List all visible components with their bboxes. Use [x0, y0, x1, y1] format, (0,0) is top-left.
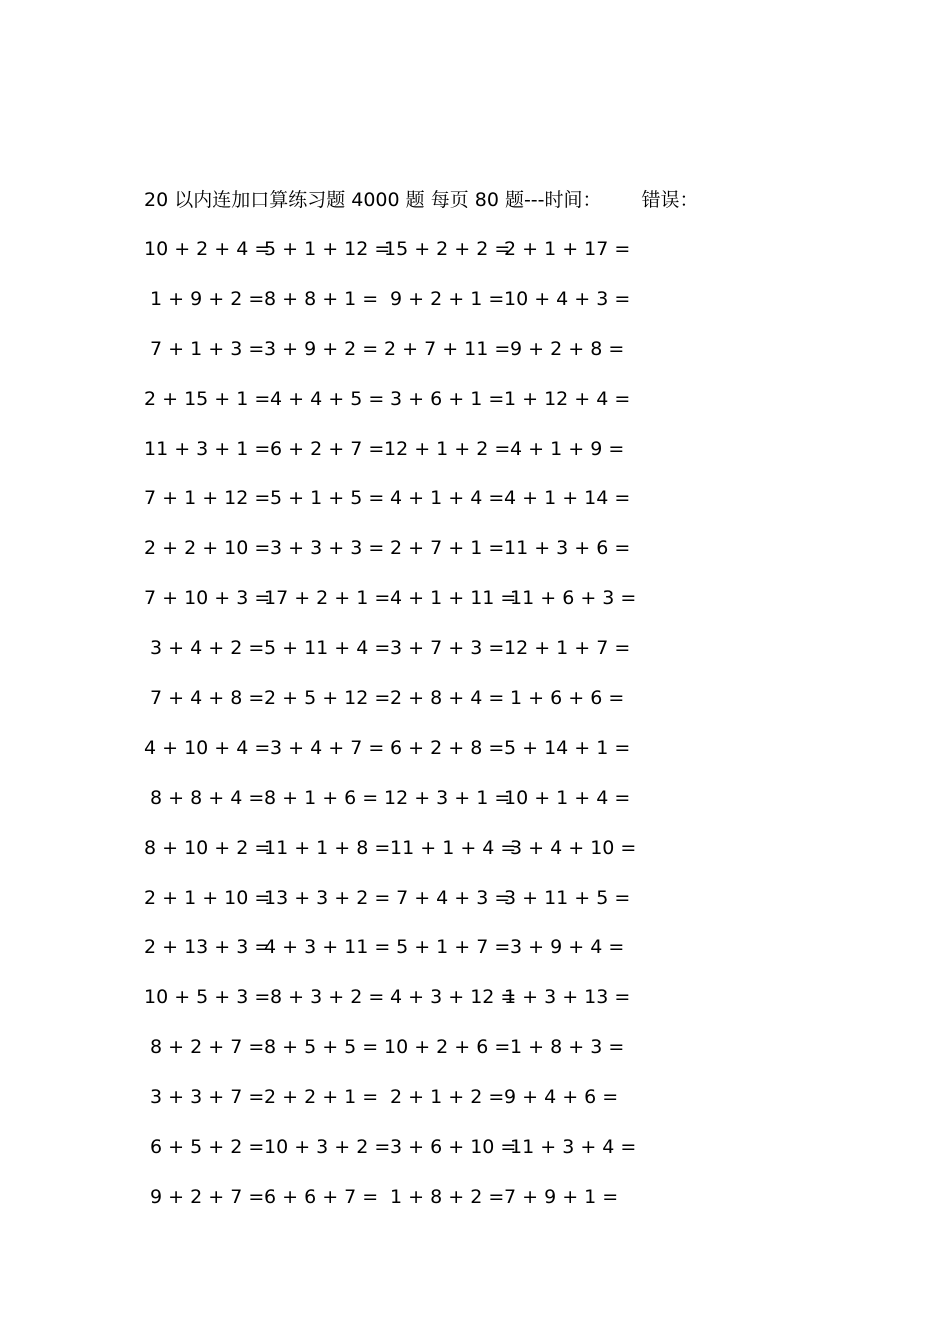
problem-item: 3 + 6 + 1 = — [384, 387, 505, 410]
problem-row — [144, 885, 664, 935]
problem-item: 8 + 8 + 4 = — [144, 786, 265, 809]
problem-row — [144, 336, 664, 386]
problem-item: 13 + 3 + 2 = — [264, 886, 391, 909]
problem-item: 11 + 3 + 6 = — [504, 537, 631, 560]
problem-row — [144, 934, 664, 984]
problem-row — [144, 1134, 664, 1184]
problem-item: 2 + 2 + 1 = — [264, 1086, 379, 1109]
problem-row — [144, 685, 664, 735]
problem-item: 12 + 1 + 7 = — [504, 637, 631, 660]
problem-item: 8 + 3 + 2 = — [264, 986, 385, 1009]
problem-item: 1 + 6 + 6 = — [504, 687, 625, 710]
problem-row — [144, 785, 664, 835]
problem-item: 7 + 1 + 3 = — [144, 337, 265, 360]
problem-item: 1 + 8 + 3 = — [504, 1036, 625, 1059]
problem-item: 10 + 3 + 2 = — [264, 1136, 391, 1159]
problem-item: 15 + 2 + 2 = — [384, 238, 511, 260]
problem-row — [144, 585, 664, 635]
problem-item: 1 + 8 + 2 = — [384, 1185, 505, 1208]
problem-item: 6 + 2 + 8 = — [384, 736, 505, 759]
problem-item: 7 + 1 + 12 = — [144, 487, 271, 510]
problem-item: 7 + 10 + 3 = — [144, 587, 271, 610]
problem-item: 10 + 2 + 6 = — [384, 1036, 511, 1059]
problem-item: 12 + 3 + 1 = — [384, 786, 511, 809]
problem-item: 3 + 11 + 5 = — [504, 886, 631, 909]
problem-row — [144, 735, 664, 785]
errors-label: 错误： — [641, 189, 699, 211]
problem-item: 10 + 4 + 3 = — [504, 287, 631, 310]
problem-item: 5 + 1 + 5 = — [264, 487, 385, 510]
problem-item: 2 + 15 + 1 = — [144, 387, 271, 410]
problem-item: 3 + 7 + 3 = — [384, 637, 505, 660]
problem-item: 2 + 13 + 3 = — [144, 936, 271, 959]
problem-item: 8 + 10 + 2 = — [144, 836, 271, 859]
problem-item: 6 + 5 + 2 = — [144, 1136, 265, 1159]
problem-item: 5 + 1 + 12 = — [264, 238, 391, 260]
problem-item: 3 + 4 + 10 = — [504, 836, 637, 859]
problem-item: 3 + 6 + 10 = — [384, 1136, 517, 1159]
problem-item: 1 + 12 + 4 = — [504, 387, 631, 410]
problem-item: 4 + 1 + 4 = — [384, 487, 505, 510]
problem-item: 3 + 4 + 7 = — [264, 736, 385, 759]
problem-item: 10 + 5 + 3 = — [144, 986, 271, 1009]
problem-item: 10 + 1 + 4 = — [504, 786, 631, 809]
problem-row — [144, 386, 664, 436]
problem-item: 8 + 8 + 1 = — [264, 287, 379, 310]
problem-row — [144, 1084, 664, 1134]
problem-item: 1 + 9 + 2 = — [144, 287, 265, 310]
problem-item: 2 + 5 + 12 = — [264, 687, 391, 710]
problem-row — [144, 1034, 664, 1084]
problem-item: 11 + 6 + 3 = — [504, 587, 637, 610]
problem-item: 4 + 1 + 14 = — [504, 487, 631, 510]
problem-item: 4 + 1 + 9 = — [504, 437, 625, 460]
problem-row — [144, 635, 664, 685]
problem-item: 3 + 9 + 2 = — [264, 337, 379, 360]
problem-item: 8 + 1 + 6 = — [264, 786, 379, 809]
problem-row — [144, 236, 664, 286]
problem-row — [144, 535, 664, 585]
problem-item: 11 + 3 + 1 = — [144, 437, 271, 460]
problem-item: 4 + 1 + 11 = — [384, 587, 517, 610]
problem-item: 7 + 4 + 8 = — [144, 687, 265, 710]
problem-row — [144, 286, 664, 336]
worksheet-title: 20 以内连加口算练习题 4000 题 每页 80 题---时间： — [144, 189, 602, 211]
problem-item: 9 + 2 + 8 = — [504, 337, 625, 360]
problem-item: 11 + 3 + 4 = — [504, 1136, 637, 1159]
problem-item: 2 + 1 + 2 = — [384, 1086, 505, 1109]
problem-item: 9 + 2 + 7 = — [144, 1185, 265, 1208]
problem-item: 2 + 2 + 10 = — [144, 537, 271, 560]
problem-item: 4 + 10 + 4 = — [144, 736, 271, 759]
problem-row — [144, 1184, 664, 1234]
problem-item: 3 + 9 + 4 = — [504, 936, 625, 959]
problem-item: 3 + 3 + 3 = — [264, 537, 385, 560]
problem-item: 6 + 6 + 7 = — [264, 1185, 379, 1208]
problem-row — [144, 436, 664, 486]
problem-item: 5 + 14 + 1 = — [504, 736, 631, 759]
problem-row — [144, 984, 664, 1034]
problem-item: 6 + 2 + 7 = — [264, 437, 385, 460]
problem-item: 5 + 11 + 4 = — [264, 637, 391, 660]
problem-item: 2 + 1 + 10 = — [144, 886, 271, 909]
worksheet-title-line — [144, 186, 699, 214]
problem-item: 3 + 3 + 7 = — [144, 1086, 265, 1109]
problem-item: 11 + 1 + 8 = — [264, 836, 391, 859]
problem-item: 9 + 4 + 6 = — [504, 1086, 619, 1109]
problem-item: 4 + 3 + 12 = — [384, 986, 517, 1009]
problem-item: 3 + 4 + 2 = — [144, 637, 265, 660]
problem-item: 7 + 4 + 3 = — [384, 886, 511, 909]
problem-item: 8 + 2 + 7 = — [144, 1036, 265, 1059]
problem-row — [144, 485, 664, 535]
problem-item: 2 + 8 + 4 = — [384, 687, 505, 710]
problem-item: 8 + 5 + 5 = — [264, 1036, 379, 1059]
problem-item: 1 + 3 + 13 = — [504, 986, 631, 1009]
problem-item: 4 + 3 + 11 = — [264, 936, 391, 959]
problem-item: 10 + 2 + 4 = — [144, 238, 271, 260]
problem-row — [144, 835, 664, 885]
problem-item: 4 + 4 + 5 = — [264, 387, 385, 410]
problem-item: 2 + 1 + 17 = — [504, 238, 631, 260]
problem-item: 2 + 7 + 1 = — [384, 537, 505, 560]
problem-item: 2 + 7 + 11 = — [384, 337, 511, 360]
problem-item: 11 + 1 + 4 = — [384, 836, 517, 859]
problem-item: 17 + 2 + 1 = — [264, 587, 391, 610]
problem-item: 5 + 1 + 7 = — [384, 936, 511, 959]
problem-grid — [144, 236, 664, 1234]
problem-item: 12 + 1 + 2 = — [384, 437, 511, 460]
problem-item: 7 + 9 + 1 = — [504, 1185, 619, 1208]
problem-item: 9 + 2 + 1 = — [384, 287, 505, 310]
